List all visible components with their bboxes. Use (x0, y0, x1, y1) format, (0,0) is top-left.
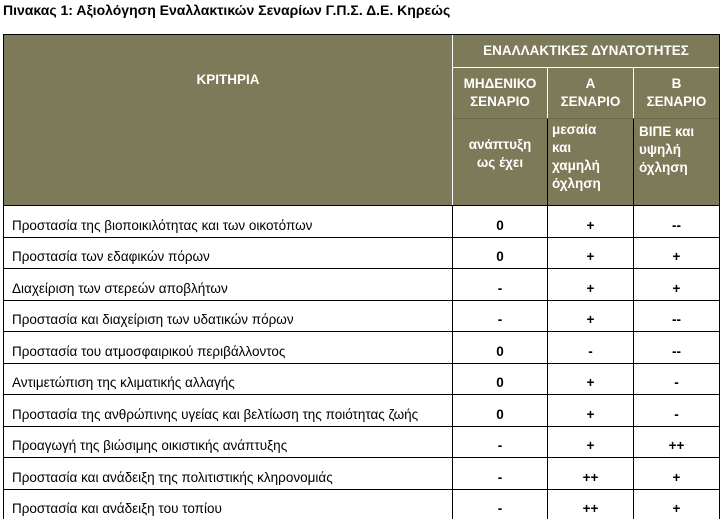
value-b: + (672, 470, 681, 485)
value-a: + (586, 312, 595, 327)
value-b: -- (672, 312, 681, 327)
header-top-border (3, 34, 720, 35)
value-zero: - (497, 501, 503, 516)
scenario-a-header (548, 68, 633, 118)
row-divider (3, 426, 720, 427)
value-zero: - (497, 312, 503, 327)
alternatives-label: ΕΝΑΛΛΑΚΤΙΚΕΣ ΔΥΝΑΤΟΤΗΤΕΣ (483, 43, 689, 58)
value-zero: - (497, 281, 503, 296)
row-divider (3, 268, 720, 269)
alternatives-header (453, 35, 719, 67)
header-right-border (719, 34, 720, 206)
scenario-a-desc-line: όχληση (552, 176, 601, 191)
scenario-divider (453, 118, 719, 119)
value-a: + (586, 407, 595, 422)
scenario-zero-line2: ΣΕΝΑΡΙΟ (470, 94, 530, 109)
scenario-zero-header (453, 68, 547, 118)
scenario-b-line2: ΣΕΝΑΡΙΟ (646, 94, 707, 109)
scenario-a-desc-line: και (552, 140, 572, 155)
header-left-border (3, 34, 4, 206)
scenario-zero-desc-line: ως έχει (476, 155, 524, 170)
scenario-b-desc-line: υψηλή (639, 142, 682, 157)
value-b: + (672, 501, 681, 516)
table-title: Πινακας 1: Αξιολόγηση Εναλλακτικών Σεναρίων Γ.Π.Σ. Δ.Ε. Κηρεώς (3, 2, 451, 18)
header-separator (453, 67, 719, 68)
value-a: + (586, 375, 595, 390)
body-top-border (3, 205, 720, 206)
scenario-a-desc-line: χαμηλή (552, 158, 600, 173)
scenario-zero-desc-line: ανάπτυξη (468, 137, 532, 152)
value-zero: 0 (496, 375, 504, 390)
value-a: ++ (582, 470, 599, 485)
header-separator (547, 68, 548, 119)
row-divider (3, 300, 720, 301)
value-a: + (586, 249, 595, 264)
desc-divider (633, 119, 634, 205)
row-divider (3, 489, 720, 490)
value-a: + (586, 438, 595, 453)
value-a: + (586, 281, 595, 296)
value-zero: 0 (496, 407, 504, 422)
row-divider (3, 237, 720, 238)
row-divider (3, 394, 720, 395)
scenario-b-desc-line: όχληση (639, 160, 688, 175)
body-right-border (719, 205, 720, 519)
row-divider (3, 363, 720, 364)
criteria-label: ΚΡΙΤΗΡΙΑ (196, 72, 260, 87)
criterion-label: Προστασία του ατμοσφαιρικού περιβάλλοντος (12, 344, 286, 359)
value-zero: - (497, 438, 503, 453)
value-a: + (586, 218, 595, 233)
header-separator (452, 35, 453, 205)
criterion-label: Προστασία και διαχείριση των υδατικών πόρων (12, 312, 294, 327)
value-zero: 0 (496, 218, 504, 233)
scenario-zero-desc (453, 119, 547, 205)
value-b: -- (672, 218, 681, 233)
scenario-b-header (634, 68, 719, 118)
value-b: -- (672, 344, 681, 359)
scenario-b-desc-line: ΒΙΠΕ και (639, 124, 695, 139)
criterion-label: Προστασία και ανάδειξη της πολιτιστικής κληρονομιάς (12, 470, 333, 485)
criterion-label: Προστασία της ανθρώπινης υγείας και βελτίωση της ποιότητας ζωής (12, 407, 419, 422)
value-zero: 0 (496, 249, 504, 264)
criteria-header (4, 35, 452, 205)
scenario-b-line1: Β (671, 76, 682, 91)
scenario-zero-line1: ΜΗΔΕΝΙΚΟ (463, 76, 537, 91)
scenario-b-desc (634, 119, 719, 205)
scenario-a-line1: Α (585, 76, 596, 91)
scenario-a-desc (548, 119, 633, 205)
value-a: ++ (582, 501, 599, 516)
scenario-a-line2: ΣΕΝΑΡΙΟ (560, 94, 621, 109)
value-b: - (674, 407, 679, 422)
criterion-label: Προαγωγή της βιώσιμης οικιστικής ανάπτυξης (12, 438, 288, 453)
criterion-label: Προστασία των εδαφικών πόρων (12, 249, 210, 264)
criterion-label: Αντιμετώπιση της κλιματικής αλλαγής (12, 375, 235, 390)
criterion-label: Διαχείριση των στερεών αποβλήτων (12, 281, 228, 296)
value-zero: - (497, 470, 503, 485)
criterion-label: Προστασία και ανάδειξη του τοπίου (12, 501, 222, 516)
body-left-border (3, 205, 4, 519)
value-b: ++ (668, 438, 685, 453)
row-divider (3, 331, 720, 332)
criterion-label: Προστασία της βιοποικιλότητας και των οικοτόπων (12, 218, 313, 233)
header-separator (633, 68, 634, 119)
value-a: - (588, 344, 593, 359)
row-divider (3, 457, 720, 458)
value-b: + (672, 281, 681, 296)
value-zero: 0 (496, 344, 504, 359)
value-b: - (674, 375, 679, 390)
scenario-a-desc-line: μεσαία (552, 122, 597, 137)
value-b: + (672, 249, 681, 264)
desc-divider (547, 119, 548, 205)
